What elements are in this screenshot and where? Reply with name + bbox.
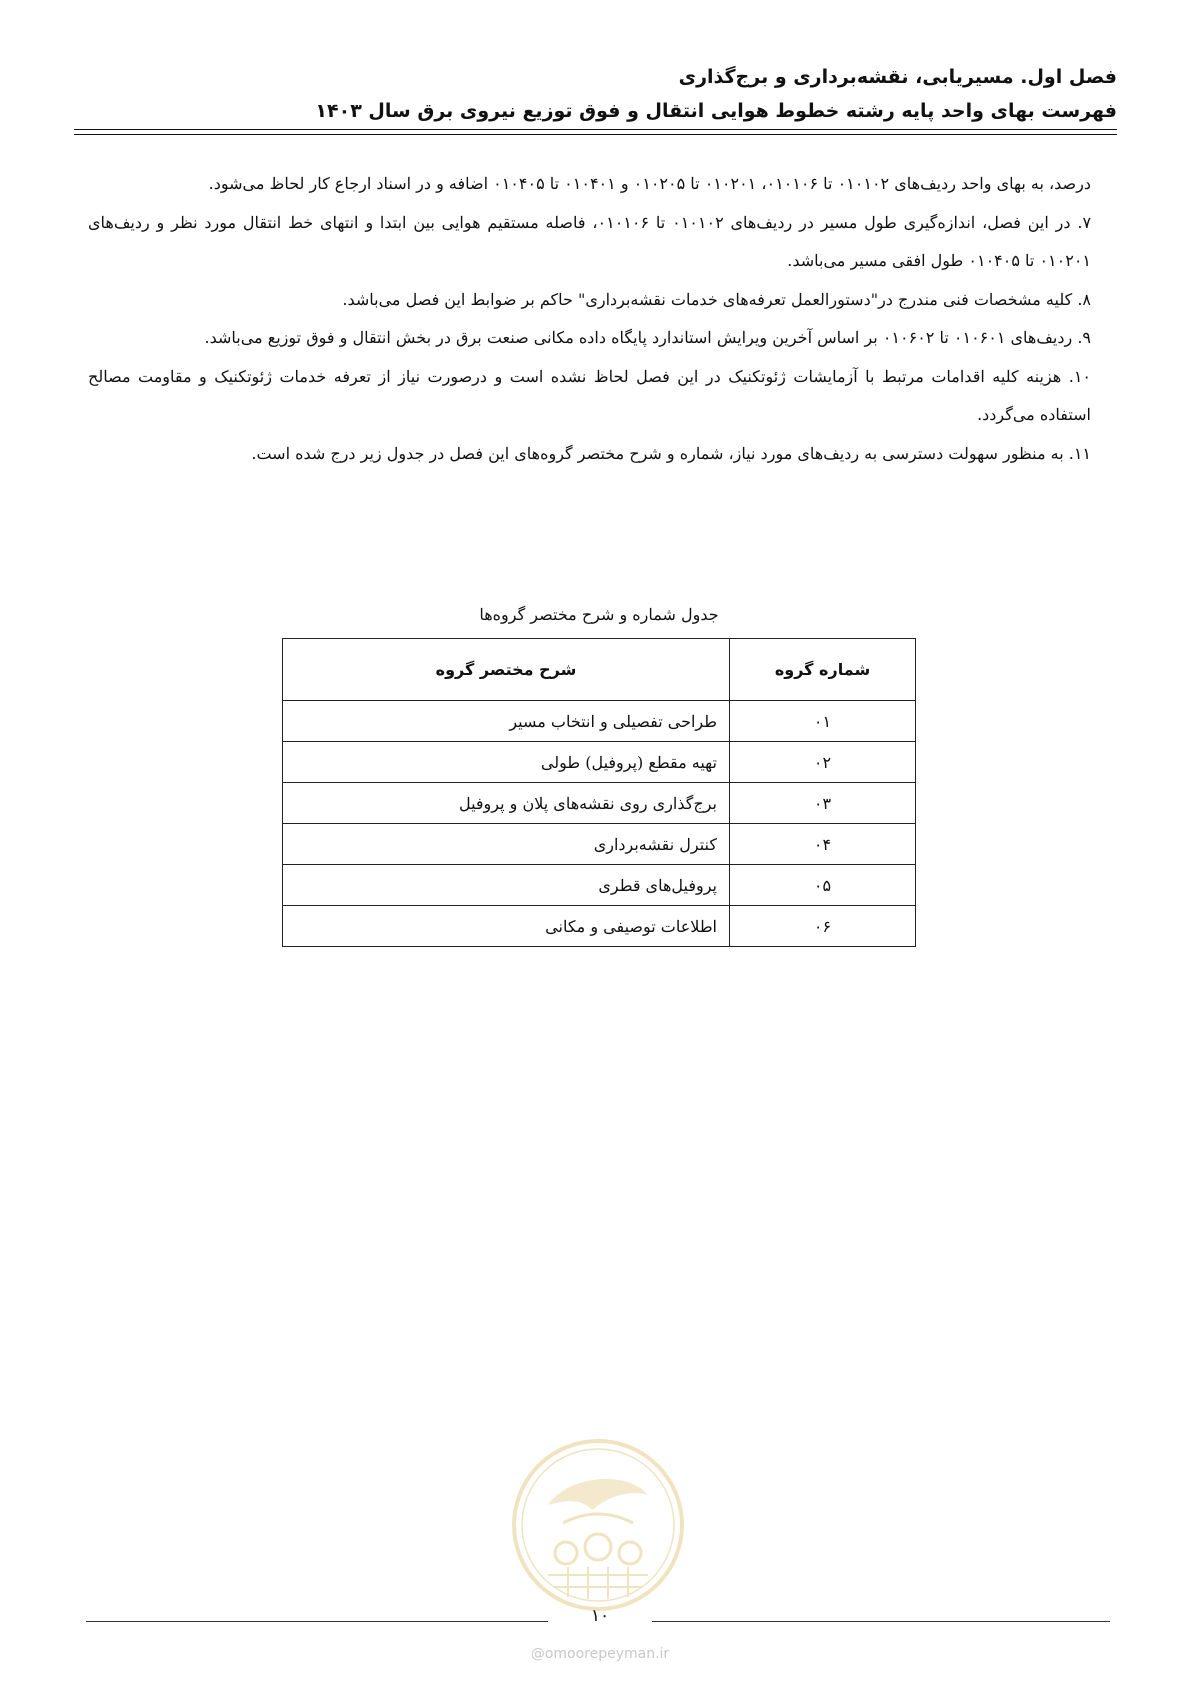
table-row — [283, 742, 916, 783]
table-row — [283, 906, 916, 947]
group-description-cell: کنترل نقشه‌برداری — [283, 824, 730, 865]
header-divider-secondary — [74, 134, 1117, 135]
group-number-cell: ۰۴ — [730, 824, 916, 865]
table-row — [283, 824, 916, 865]
note-8: ۸. کلیه مشخصات فنی مندرج در"دستورالعمل تعرفه‌های خدمات نقشه‌برداری" حاکم بر ضوابط این فصل می‌باشد. — [342, 289, 1091, 309]
table-caption: جدول شماره و شرح مختصر گروه‌ها — [479, 605, 719, 624]
group-description-cell: اطلاعات توصیفی و مکانی — [283, 906, 730, 947]
group-number-cell: ۰۳ — [730, 783, 916, 824]
document-title: فهرست بهای واحد پایه رشته خطوط هوایی انتقال و فوق توزیع نیروی برق سال ۱۴۰۳ — [315, 100, 1117, 122]
chapter-title: فصل اول. مسیریابی، نقشه‌برداری و برج‌گذاری — [678, 66, 1117, 88]
note-7: ۷. در این فصل، اندازه‌گیری طول مسیر در ردیف‌های ۰۱۰۱۰۲ تا ۰۱۰۱۰۶، فاصله مستقیم هوایی بین ابتدا و انتهای خط انتقال مورد نظر و ردیف‌های ۰۱۰۲۰۱ تا ۰۱۰۴۰۵ طول افقی مسیر می‌باشد. — [88, 212, 1092, 270]
footer-divider-left — [86, 1621, 548, 1622]
group-number-cell: ۰۲ — [730, 742, 916, 783]
column-header-description: شرح مختصر گروه — [283, 639, 730, 701]
notes-section — [88, 165, 1091, 473]
table-row — [283, 783, 916, 824]
omoore-peyman-seal-icon — [508, 1435, 688, 1615]
header-divider — [74, 129, 1117, 130]
column-header-number: شماره گروه — [730, 639, 916, 701]
group-number-cell: ۰۶ — [730, 906, 916, 947]
note-9: ۹. ردیف‌های ۰۱۰۶۰۱ تا ۰۱۰۶۰۲ بر اساس آخرین ویرایش استاندارد پایگاه داده مکانی صنعت برق در بخش انتقال و فوق توزیع می‌باشد. — [204, 328, 1091, 347]
groups-table — [282, 638, 916, 947]
note-10: ۱۰. هزینه کلیه اقدامات مرتبط با آزمایشات ژئوتکنیک در این فصل لحاظ نشده است و درصورت نیاز از تعرفه خدمات ژئوتکنیک و مقاومت مصالح استفاده می‌گردد. — [88, 366, 1091, 424]
website-watermark: @omoorepeyman.ir — [530, 1646, 670, 1662]
table-row — [283, 701, 916, 742]
note-continuation: درصد، به بهای واحد ردیف‌های ۰۱۰۱۰۲ تا ۰۱۰۱۰۶، ۰۱۰۲۰۱ تا ۰۱۰۲۰۵ و ۰۱۰۴۰۱ تا ۰۱۰۴۰۵ اضافه و در اسناد ارجاع کار لحاظ می‌شود. — [208, 174, 1091, 193]
table-row — [283, 865, 916, 906]
group-description-cell: طراحی تفصیلی و انتخاب مسیر — [283, 701, 730, 742]
group-description-cell: پروفیل‌های قطری — [283, 865, 730, 906]
group-description-cell: برج‌گذاری روی نقشه‌های پلان و پروفیل — [283, 783, 730, 824]
group-number-cell: ۰۵ — [730, 865, 916, 906]
table-header-row — [283, 639, 916, 701]
page-number: ۱۰ — [590, 1606, 610, 1626]
note-11: ۱۱. به منظور سهولت دسترسی به ردیف‌های مورد نیاز، شماره و شرح مختصر گروه‌های این فصل در جدول زیر درج شده است. — [251, 443, 1091, 463]
group-number-cell: ۰۱ — [730, 701, 916, 742]
page-header — [74, 60, 1117, 128]
footer-divider-right — [652, 1621, 1110, 1622]
group-description-cell: تهیه مقطع (پروفیل) طولی — [283, 742, 730, 783]
